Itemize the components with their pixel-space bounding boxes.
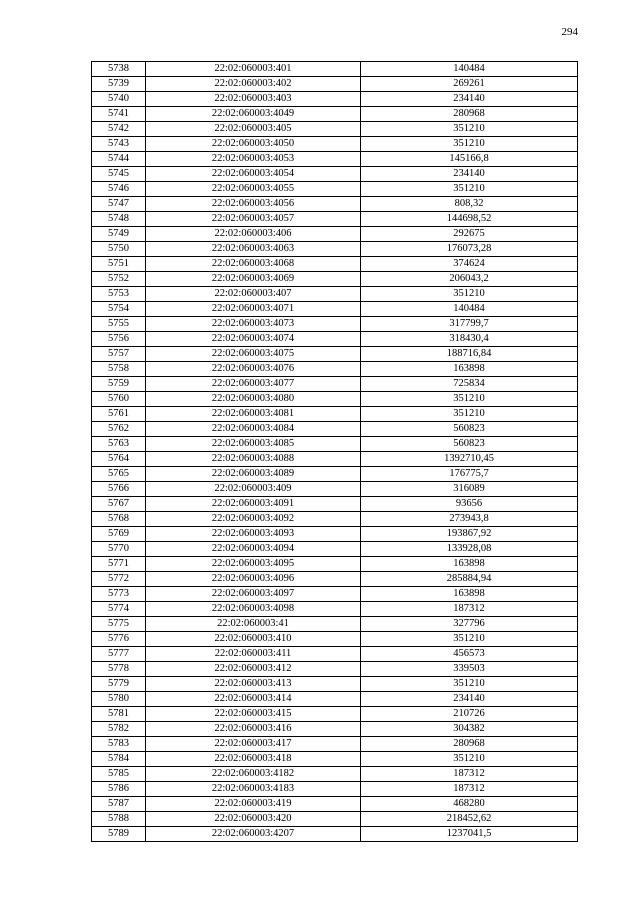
cadastral-number-cell: 22:02:060003:401 — [146, 62, 361, 77]
value-cell: 1237041,5 — [361, 827, 578, 842]
cadastral-number-cell: 22:02:060003:41 — [146, 617, 361, 632]
row-number-cell: 5762 — [92, 422, 146, 437]
table-row — [92, 287, 578, 302]
row-number-cell: 5754 — [92, 302, 146, 317]
row-number-cell: 5779 — [92, 677, 146, 692]
value-cell: 351210 — [361, 122, 578, 137]
row-number-cell: 5788 — [92, 812, 146, 827]
cadastral-number-cell: 22:02:060003:4091 — [146, 497, 361, 512]
row-number-cell: 5739 — [92, 77, 146, 92]
cadastral-number-cell: 22:02:060003:4077 — [146, 377, 361, 392]
row-number-cell: 5763 — [92, 437, 146, 452]
row-number-cell: 5789 — [92, 827, 146, 842]
cadastral-number-cell: 22:02:060003:4094 — [146, 542, 361, 557]
value-cell: 176073,28 — [361, 242, 578, 257]
row-number-cell: 5738 — [92, 62, 146, 77]
value-cell: 163898 — [361, 587, 578, 602]
cadastral-number-cell: 22:02:060003:4081 — [146, 407, 361, 422]
value-cell: 188716,84 — [361, 347, 578, 362]
value-cell: 234140 — [361, 167, 578, 182]
row-number-cell: 5740 — [92, 92, 146, 107]
row-number-cell: 5780 — [92, 692, 146, 707]
cadastral-number-cell: 22:02:060003:418 — [146, 752, 361, 767]
cadastral-number-cell: 22:02:060003:4063 — [146, 242, 361, 257]
cadastral-number-cell: 22:02:060003:410 — [146, 632, 361, 647]
cadastral-number-cell: 22:02:060003:406 — [146, 227, 361, 242]
row-number-cell: 5768 — [92, 512, 146, 527]
table-row — [92, 77, 578, 92]
cadastral-number-cell: 22:02:060003:4098 — [146, 602, 361, 617]
value-cell: 140484 — [361, 62, 578, 77]
cadastral-number-cell: 22:02:060003:402 — [146, 77, 361, 92]
value-cell: 351210 — [361, 677, 578, 692]
value-cell: 351210 — [361, 287, 578, 302]
value-cell: 144698,52 — [361, 212, 578, 227]
value-cell: 140484 — [361, 302, 578, 317]
table-row — [92, 707, 578, 722]
table-row — [92, 422, 578, 437]
cadastral-number-cell: 22:02:060003:4093 — [146, 527, 361, 542]
table-row — [92, 602, 578, 617]
value-cell: 316089 — [361, 482, 578, 497]
table-row — [92, 62, 578, 77]
value-cell: 269261 — [361, 77, 578, 92]
cadastral-number-cell: 22:02:060003:4049 — [146, 107, 361, 122]
table-row — [92, 362, 578, 377]
table-row — [92, 152, 578, 167]
table-row — [92, 347, 578, 362]
row-number-cell: 5764 — [92, 452, 146, 467]
value-cell: 93656 — [361, 497, 578, 512]
row-number-cell: 5785 — [92, 767, 146, 782]
cadastral-number-cell: 22:02:060003:4073 — [146, 317, 361, 332]
value-cell: 193867,92 — [361, 527, 578, 542]
table-row — [92, 737, 578, 752]
value-cell: 560823 — [361, 422, 578, 437]
cadastral-number-cell: 22:02:060003:4056 — [146, 197, 361, 212]
value-cell: 234140 — [361, 692, 578, 707]
cadastral-number-cell: 22:02:060003:409 — [146, 482, 361, 497]
table-row — [92, 332, 578, 347]
value-cell: 210726 — [361, 707, 578, 722]
value-cell: 187312 — [361, 767, 578, 782]
cadastral-number-cell: 22:02:060003:4088 — [146, 452, 361, 467]
cadastral-number-cell: 22:02:060003:4057 — [146, 212, 361, 227]
value-cell: 1392710,45 — [361, 452, 578, 467]
row-number-cell: 5777 — [92, 647, 146, 662]
row-number-cell: 5773 — [92, 587, 146, 602]
cadastral-number-cell: 22:02:060003:4089 — [146, 467, 361, 482]
cadastral-number-cell: 22:02:060003:4085 — [146, 437, 361, 452]
table-row — [92, 257, 578, 272]
cadastral-number-cell: 22:02:060003:4183 — [146, 782, 361, 797]
row-number-cell: 5759 — [92, 377, 146, 392]
table-row — [92, 752, 578, 767]
table-row — [92, 782, 578, 797]
table-row — [92, 92, 578, 107]
row-number-cell: 5781 — [92, 707, 146, 722]
row-number-cell: 5786 — [92, 782, 146, 797]
row-number-cell: 5755 — [92, 317, 146, 332]
table-row — [92, 437, 578, 452]
cadastral-number-cell: 22:02:060003:416 — [146, 722, 361, 737]
value-cell: 234140 — [361, 92, 578, 107]
table-row — [92, 587, 578, 602]
value-cell: 351210 — [361, 182, 578, 197]
table-row — [92, 392, 578, 407]
row-number-cell: 5767 — [92, 497, 146, 512]
table-row — [92, 272, 578, 287]
value-cell: 339503 — [361, 662, 578, 677]
table-row — [92, 527, 578, 542]
table-row — [92, 407, 578, 422]
value-cell: 560823 — [361, 437, 578, 452]
row-number-cell: 5750 — [92, 242, 146, 257]
value-cell: 133928,08 — [361, 542, 578, 557]
table-row — [92, 647, 578, 662]
value-cell: 317799,7 — [361, 317, 578, 332]
cadastral-number-cell: 22:02:060003:419 — [146, 797, 361, 812]
value-cell: 280968 — [361, 107, 578, 122]
value-cell: 327796 — [361, 617, 578, 632]
table-row — [92, 197, 578, 212]
table-row — [92, 692, 578, 707]
row-number-cell: 5761 — [92, 407, 146, 422]
row-number-cell: 5748 — [92, 212, 146, 227]
cadastral-number-cell: 22:02:060003:4084 — [146, 422, 361, 437]
value-cell: 374624 — [361, 257, 578, 272]
table-row — [92, 242, 578, 257]
table-row — [92, 302, 578, 317]
row-number-cell: 5742 — [92, 122, 146, 137]
registry-table-body — [92, 62, 578, 842]
cadastral-number-cell: 22:02:060003:405 — [146, 122, 361, 137]
table-row — [92, 677, 578, 692]
cadastral-number-cell: 22:02:060003:4050 — [146, 137, 361, 152]
value-cell: 351210 — [361, 632, 578, 647]
table-row — [92, 122, 578, 137]
table-row — [92, 167, 578, 182]
row-number-cell: 5757 — [92, 347, 146, 362]
cadastral-number-cell: 22:02:060003:413 — [146, 677, 361, 692]
row-number-cell: 5745 — [92, 167, 146, 182]
value-cell: 292675 — [361, 227, 578, 242]
table-row — [92, 512, 578, 527]
cadastral-number-cell: 22:02:060003:4075 — [146, 347, 361, 362]
value-cell: 725834 — [361, 377, 578, 392]
row-number-cell: 5787 — [92, 797, 146, 812]
value-cell: 218452,62 — [361, 812, 578, 827]
row-number-cell: 5749 — [92, 227, 146, 242]
cadastral-number-cell: 22:02:060003:4182 — [146, 767, 361, 782]
row-number-cell: 5778 — [92, 662, 146, 677]
row-number-cell: 5746 — [92, 182, 146, 197]
row-number-cell: 5744 — [92, 152, 146, 167]
row-number-cell: 5783 — [92, 737, 146, 752]
row-number-cell: 5775 — [92, 617, 146, 632]
row-number-cell: 5753 — [92, 287, 146, 302]
cadastral-number-cell: 22:02:060003:4069 — [146, 272, 361, 287]
table-row — [92, 572, 578, 587]
table-row — [92, 497, 578, 512]
table-row — [92, 722, 578, 737]
table-row — [92, 542, 578, 557]
row-number-cell: 5752 — [92, 272, 146, 287]
value-cell: 163898 — [361, 362, 578, 377]
cadastral-number-cell: 22:02:060003:4097 — [146, 587, 361, 602]
row-number-cell: 5747 — [92, 197, 146, 212]
row-number-cell: 5751 — [92, 257, 146, 272]
value-cell: 808,32 — [361, 197, 578, 212]
value-cell: 163898 — [361, 557, 578, 572]
table-row — [92, 827, 578, 842]
table-row — [92, 182, 578, 197]
value-cell: 176775,7 — [361, 467, 578, 482]
row-number-cell: 5765 — [92, 467, 146, 482]
row-number-cell: 5770 — [92, 542, 146, 557]
cadastral-number-cell: 22:02:060003:412 — [146, 662, 361, 677]
cadastral-number-cell: 22:02:060003:420 — [146, 812, 361, 827]
row-number-cell: 5771 — [92, 557, 146, 572]
table-row — [92, 227, 578, 242]
table-row — [92, 812, 578, 827]
table-row — [92, 617, 578, 632]
value-cell: 351210 — [361, 752, 578, 767]
value-cell: 304382 — [361, 722, 578, 737]
cadastral-number-cell: 22:02:060003:4207 — [146, 827, 361, 842]
table-row — [92, 377, 578, 392]
value-cell: 273943,8 — [361, 512, 578, 527]
table-row — [92, 137, 578, 152]
table-row — [92, 317, 578, 332]
table-row — [92, 212, 578, 227]
table-row — [92, 797, 578, 812]
cadastral-number-cell: 22:02:060003:4053 — [146, 152, 361, 167]
table-row — [92, 482, 578, 497]
row-number-cell: 5758 — [92, 362, 146, 377]
row-number-cell: 5784 — [92, 752, 146, 767]
cadastral-number-cell: 22:02:060003:4076 — [146, 362, 361, 377]
cadastral-number-cell: 22:02:060003:4092 — [146, 512, 361, 527]
row-number-cell: 5743 — [92, 137, 146, 152]
row-number-cell: 5756 — [92, 332, 146, 347]
cadastral-number-cell: 22:02:060003:4068 — [146, 257, 361, 272]
value-cell: 206043,2 — [361, 272, 578, 287]
row-number-cell: 5766 — [92, 482, 146, 497]
value-cell: 351210 — [361, 407, 578, 422]
row-number-cell: 5769 — [92, 527, 146, 542]
cadastral-number-cell: 22:02:060003:407 — [146, 287, 361, 302]
value-cell: 351210 — [361, 392, 578, 407]
value-cell: 351210 — [361, 137, 578, 152]
value-cell: 280968 — [361, 737, 578, 752]
table-row — [92, 767, 578, 782]
value-cell: 468280 — [361, 797, 578, 812]
row-number-cell: 5782 — [92, 722, 146, 737]
value-cell: 285884,94 — [361, 572, 578, 587]
cadastral-number-cell: 22:02:060003:4080 — [146, 392, 361, 407]
page-number: 294 — [561, 26, 578, 38]
table-row — [92, 557, 578, 572]
cadastral-number-cell: 22:02:060003:4074 — [146, 332, 361, 347]
value-cell: 318430,4 — [361, 332, 578, 347]
cadastral-number-cell: 22:02:060003:403 — [146, 92, 361, 107]
table-row — [92, 107, 578, 122]
table-row — [92, 632, 578, 647]
row-number-cell: 5760 — [92, 392, 146, 407]
cadastral-number-cell: 22:02:060003:414 — [146, 692, 361, 707]
value-cell: 456573 — [361, 647, 578, 662]
value-cell: 145166,8 — [361, 152, 578, 167]
table-row — [92, 662, 578, 677]
row-number-cell: 5741 — [92, 107, 146, 122]
cadastral-number-cell: 22:02:060003:415 — [146, 707, 361, 722]
cadastral-number-cell: 22:02:060003:417 — [146, 737, 361, 752]
value-cell: 187312 — [361, 782, 578, 797]
cadastral-number-cell: 22:02:060003:411 — [146, 647, 361, 662]
registry-table — [91, 61, 578, 842]
value-cell: 187312 — [361, 602, 578, 617]
cadastral-number-cell: 22:02:060003:4054 — [146, 167, 361, 182]
row-number-cell: 5776 — [92, 632, 146, 647]
cadastral-number-cell: 22:02:060003:4071 — [146, 302, 361, 317]
row-number-cell: 5774 — [92, 602, 146, 617]
cadastral-number-cell: 22:02:060003:4096 — [146, 572, 361, 587]
table-row — [92, 467, 578, 482]
cadastral-number-cell: 22:02:060003:4055 — [146, 182, 361, 197]
cadastral-number-cell: 22:02:060003:4095 — [146, 557, 361, 572]
table-row — [92, 452, 578, 467]
row-number-cell: 5772 — [92, 572, 146, 587]
